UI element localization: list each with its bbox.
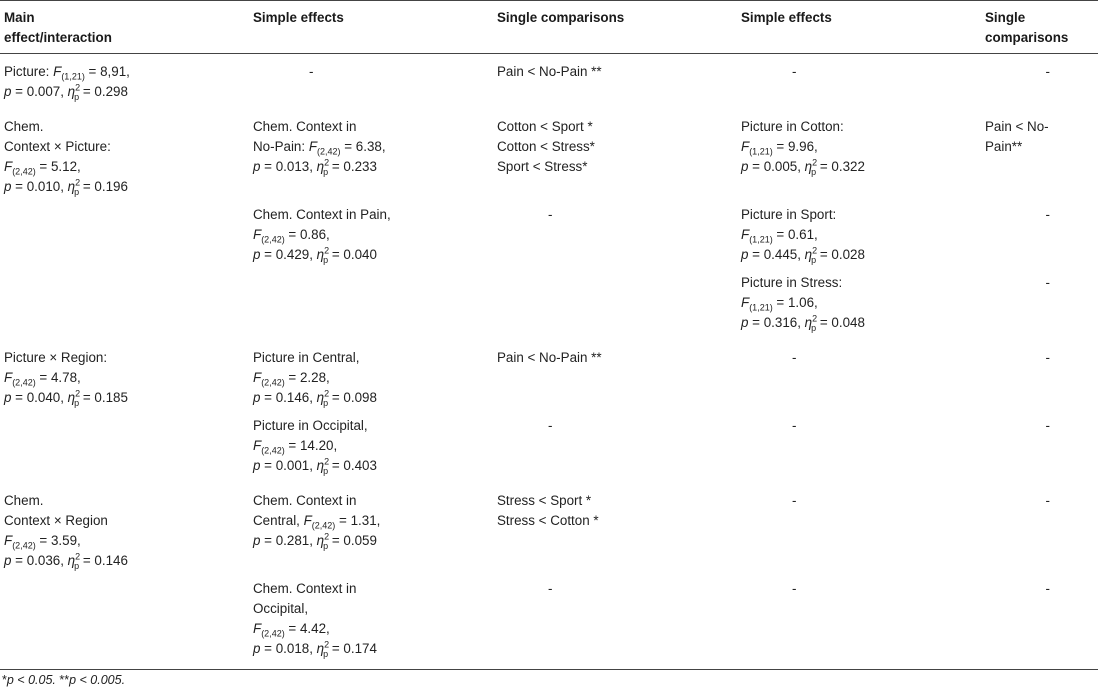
main-effect-cell bbox=[0, 102, 249, 197]
cell-line: Occipital, bbox=[253, 601, 309, 616]
header-simple-effects-1: Simple effects bbox=[249, 1, 493, 54]
cell-line: Cotton < Sport * bbox=[497, 119, 593, 134]
cell-line: $F_{(1,21)} = 0.61$, bbox=[741, 227, 818, 245]
cell-line: Central, $F_{(2,42)} = 1.31$, bbox=[253, 513, 381, 531]
single-comparisons-1-cell bbox=[493, 571, 737, 670]
single-comparisons-1-cell bbox=[493, 265, 737, 333]
table-footnote: *p < 0.05. **p < 0.005. bbox=[2, 673, 126, 687]
header-row bbox=[0, 1, 1098, 54]
simple-effects-2-cell bbox=[737, 54, 981, 103]
cell-line: Chem. Context in Pain, bbox=[253, 207, 391, 222]
simple-effects-1-cell bbox=[249, 102, 493, 197]
table-row bbox=[0, 197, 1098, 265]
main-effect-cell bbox=[0, 197, 249, 265]
cell-line: - bbox=[792, 493, 797, 508]
main-effect-cell bbox=[0, 333, 249, 408]
cell-line: Chem. bbox=[4, 493, 44, 508]
cell-line: p = 0.281, $\eta^2_p = 0.059$ bbox=[253, 531, 377, 551]
cell-line: Pain < No- bbox=[985, 119, 1049, 134]
cell-line: Stress < Sport * bbox=[497, 493, 592, 508]
simple-effects-1-cell bbox=[249, 197, 493, 265]
cell-line: Cotton < Stress* bbox=[497, 139, 595, 154]
single-comparisons-2-cell bbox=[981, 197, 1098, 265]
single-comparisons-2-cell bbox=[981, 571, 1098, 670]
cell-line: - bbox=[548, 581, 553, 596]
cell-line: - bbox=[1045, 207, 1050, 222]
header-main-effect-line2: effect/interaction bbox=[4, 30, 112, 45]
cell-line: p = 0.007, $\eta^2_p = 0.298$ bbox=[4, 82, 128, 102]
table-row bbox=[0, 54, 1098, 103]
single-comparisons-1-cell bbox=[493, 102, 737, 197]
cell-line: - bbox=[309, 64, 314, 79]
cell-line: p = 0.013, $\eta^2_p = 0.233$ bbox=[253, 157, 377, 177]
cell-line: Chem. Context in bbox=[253, 119, 357, 134]
main-effect-cell bbox=[0, 571, 249, 670]
single-comparisons-2-cell bbox=[981, 265, 1098, 333]
cell-line: - bbox=[792, 581, 797, 596]
cell-line: Chem. Context in bbox=[253, 581, 357, 596]
simple-effects-1-cell bbox=[249, 408, 493, 476]
cell-line: Picture in Cotton: bbox=[741, 119, 844, 134]
cell-line: - bbox=[1045, 581, 1050, 596]
single-comparisons-2-cell bbox=[981, 408, 1098, 476]
cell-line: p = 0.036, $\eta^2_p = 0.146$ bbox=[4, 551, 128, 571]
main-effect-cell bbox=[0, 54, 249, 103]
cell-line: - bbox=[792, 64, 797, 79]
cell-line: Sport < Stress* bbox=[497, 159, 588, 174]
single-comparisons-2-cell bbox=[981, 102, 1098, 197]
main-effect-cell bbox=[0, 476, 249, 571]
cell-line: p = 0.040, $\eta^2_p = 0.185$ bbox=[4, 388, 128, 408]
simple-effects-1-cell bbox=[249, 265, 493, 333]
single-comparisons-1-cell bbox=[493, 54, 737, 103]
header-single-comparisons-2-line1: Single bbox=[985, 10, 1026, 25]
cell-line: p = 0.429, $\eta^2_p = 0.040$ bbox=[253, 245, 377, 265]
cell-line: p = 0.005, $\eta^2_p = 0.322$ bbox=[741, 157, 865, 177]
header-main-effect bbox=[0, 1, 249, 54]
single-comparisons-1-cell bbox=[493, 408, 737, 476]
cell-line: - bbox=[548, 418, 553, 433]
single-comparisons-1-cell bbox=[493, 197, 737, 265]
cell-line: Picture: $F_{(1,21)} = 8,91$, bbox=[4, 64, 130, 82]
cell-line: $F_{(1,21)} = 1.06$, bbox=[741, 295, 818, 313]
cell-line: Picture in Sport: bbox=[741, 207, 837, 222]
cell-line: p = 0.146, $\eta^2_p = 0.098$ bbox=[253, 388, 377, 408]
cell-line: - bbox=[1045, 64, 1050, 79]
cell-line: $F_{(2,42)} = 14.20$, bbox=[253, 438, 338, 456]
cell-line: p = 0.445, $\eta^2_p = 0.028$ bbox=[741, 245, 865, 265]
cell-line: Pain < No-Pain ** bbox=[497, 350, 602, 365]
cell-line: $F_{(2,42)} = 0.86$, bbox=[253, 227, 330, 245]
simple-effects-2-cell bbox=[737, 197, 981, 265]
table-row bbox=[0, 333, 1098, 408]
header-single-comparisons-2 bbox=[981, 1, 1098, 54]
simple-effects-2-cell bbox=[737, 333, 981, 408]
cell-line: Chem. Context in bbox=[253, 493, 357, 508]
simple-effects-2-cell bbox=[737, 102, 981, 197]
cell-line: Chem. bbox=[4, 119, 44, 134]
single-comparisons-1-cell bbox=[493, 333, 737, 408]
header-single-comparisons-2-line2: comparisons bbox=[985, 30, 1069, 45]
cell-line: $F_{(2,42)} = 3.59$, bbox=[4, 533, 81, 551]
cell-line: - bbox=[1045, 350, 1050, 365]
table-row bbox=[0, 102, 1098, 197]
table-row bbox=[0, 408, 1098, 476]
cell-line: Context × Picture: bbox=[4, 139, 111, 154]
cell-line: No-Pain: $F_{(2,42)} = 6.38$, bbox=[253, 139, 386, 157]
cell-line: $F_{(1,21)} = 9.96$, bbox=[741, 139, 818, 157]
table-row bbox=[0, 476, 1098, 571]
cell-line: - bbox=[1045, 275, 1050, 290]
cell-line: Picture in Stress: bbox=[741, 275, 843, 290]
simple-effects-2-cell bbox=[737, 571, 981, 670]
simple-effects-2-cell bbox=[737, 476, 981, 571]
simple-effects-1-cell bbox=[249, 54, 493, 103]
cell-line: $F_{(2,42)} = 5.12$, bbox=[4, 159, 81, 177]
cell-line: - bbox=[1045, 418, 1050, 433]
single-comparisons-2-cell bbox=[981, 476, 1098, 571]
cell-line: p = 0.010, $\eta^2_p = 0.196$ bbox=[4, 177, 128, 197]
cell-line: $F_{(2,42)} = 4.78$, bbox=[4, 370, 81, 388]
main-effect-cell bbox=[0, 408, 249, 476]
cell-line: Pain** bbox=[985, 139, 1023, 154]
cell-line: Picture × Region: bbox=[4, 350, 108, 365]
cell-line: Pain < No-Pain ** bbox=[497, 64, 602, 79]
cell-line: Picture in Central, bbox=[253, 350, 360, 365]
simple-effects-1-cell bbox=[249, 476, 493, 571]
cell-line: - bbox=[792, 350, 797, 365]
cell-line: - bbox=[1045, 493, 1050, 508]
simple-effects-1-cell bbox=[249, 333, 493, 408]
header-single-comparisons-1: Single comparisons bbox=[493, 1, 737, 54]
cell-line: p = 0.001, $\eta^2_p = 0.403$ bbox=[253, 456, 377, 476]
cell-line: Stress < Cotton * bbox=[497, 513, 599, 528]
cell-line: p = 0.316, $\eta^2_p = 0.048$ bbox=[741, 313, 865, 333]
table-row bbox=[0, 265, 1098, 333]
table-body bbox=[0, 54, 1098, 670]
table-row bbox=[0, 571, 1098, 670]
cell-line: $F_{(2,42)} = 4.42$, bbox=[253, 621, 330, 639]
simple-effects-2-cell bbox=[737, 265, 981, 333]
cell-line: p = 0.018, $\eta^2_p = 0.174$ bbox=[253, 639, 377, 659]
simple-effects-2-cell bbox=[737, 408, 981, 476]
single-comparisons-1-cell bbox=[493, 476, 737, 571]
cell-line: - bbox=[548, 207, 553, 222]
cell-line: Picture in Occipital, bbox=[253, 418, 368, 433]
cell-line: Context × Region bbox=[4, 513, 108, 528]
cell-line: $F_{(2,42)} = 2.28$, bbox=[253, 370, 330, 388]
simple-effects-1-cell bbox=[249, 571, 493, 670]
cell-line: - bbox=[792, 418, 797, 433]
single-comparisons-2-cell bbox=[981, 333, 1098, 408]
header-main-effect-line1: Main bbox=[4, 10, 35, 25]
main-effect-cell bbox=[0, 265, 249, 333]
header-simple-effects-2: Simple effects bbox=[737, 1, 981, 54]
single-comparisons-2-cell bbox=[981, 54, 1098, 103]
